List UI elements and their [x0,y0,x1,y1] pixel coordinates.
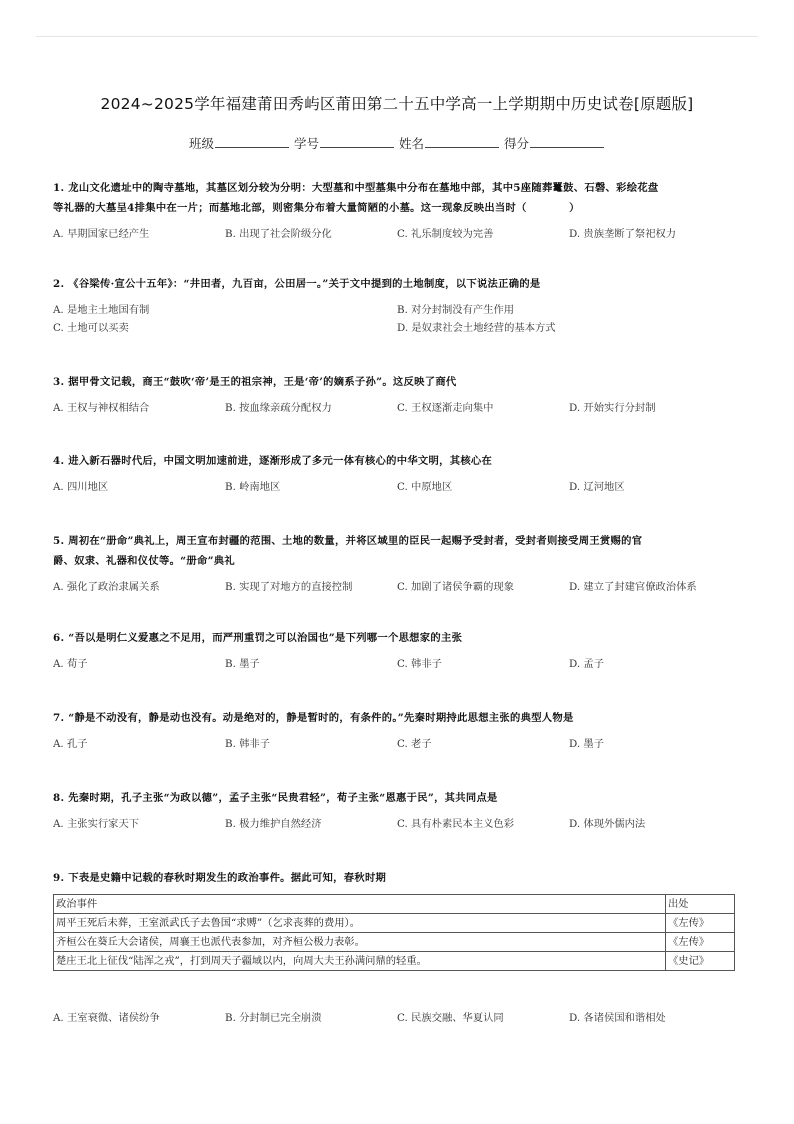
name-blank [425,135,499,148]
name-label: 姓名 [398,136,424,151]
score-blank [530,135,604,148]
question-6 [53,628,743,673]
option-c: C. 民族交融、华夏认同 [397,1012,504,1024]
events-table [53,894,735,971]
option-c: C. 中原地区 [397,481,453,493]
table-cell-event: 周平王死后未葬，王室派武氏子去鲁国“求赙”（乞求丧葬的费用）。 [54,914,666,933]
option-a: A. 四川地区 [53,481,109,493]
option-d: D. 是奴隶社会土地经营的基本方式 [397,322,556,334]
option-b: B. 极力维护自然经济 [225,818,322,830]
option-d: D. 各诸侯国和谐相处 [569,1012,666,1024]
question-stem: 6. “吾以是明仁义爱惠之不足用，而严刑重罚之可以治国也”是下列哪一个思想家的主张 [53,632,463,644]
table-cell-event: 齐桓公在葵丘大会诸侯，周襄王也派代表参加，对齐桓公极力表彰。 [54,933,666,952]
option-d: D. 辽河地区 [569,481,625,493]
option-c: C. 土地可以买卖 [53,322,129,334]
option-b: B. 对分封制没有产生作用 [397,304,515,316]
question-stem: 1. 龙山文化遗址中的陶寺墓地，其墓区划分较为分明：大型墓和中型墓集中分布在墓地中部，其中5座随葬鼍鼓、石磬、彩绘花盘 等礼器的大墓呈4排集中在一片；而墓地北部，则密集分布着大量简陋的小墓。这一现象反映出当时（ ） [53,182,659,214]
option-b: B. 分封制已完全崩溃 [225,1012,322,1024]
option-d: D. 建立了封建官僚政治体系 [569,581,697,593]
table-header-source: 出处 [666,895,735,914]
options [53,225,743,243]
option-b: B. 韩非子 [225,738,271,750]
option-a: A. 是地主土地国有制 [53,304,150,316]
option-d: D. 贵族垄断了祭祀权力 [569,228,677,240]
option-c: C. 老子 [397,738,432,750]
question-2 [53,274,743,337]
option-c: C. 礼乐制度较为完善 [397,228,494,240]
options [53,478,743,496]
table-cell-source: 《史记》 [666,952,735,971]
option-d: D. 墨子 [569,738,605,750]
options [53,1009,743,1027]
question-stem: 5. 周初在“册命”典礼上，周王宣布封疆的范围、土地的数量，并将区域里的臣民一起赐予受封者，受封者则接受周王赏赐的官 爵、奴隶、礼器和仪仗等。“册命”典礼 [53,535,643,567]
option-a: A. 早期国家已经产生 [53,228,150,240]
options [53,735,743,753]
question-3 [53,372,743,417]
question-stem: 2. 《谷梁传·宣公十五年》：“井田者，九百亩，公田居一。”关于文中提到的土地制度，以下说法正确的是 [53,278,541,290]
option-c: C. 加剧了诸侯争霸的现象 [397,581,515,593]
option-a: A. 荀子 [53,658,88,670]
student-number-label: 学号 [293,136,319,151]
question-1 [53,178,743,243]
class-blank [215,135,289,148]
option-a: A. 主张实行家天下 [53,818,140,830]
option-a: A. 强化了政治隶属关系 [53,581,160,593]
options [53,815,743,833]
question-7 [53,708,743,753]
question-stem: 7. “静是不动没有，静是动也没有。动是绝对的，静是暂时的，有条件的。”先秦时期持此思想主张的典型人物是 [53,712,574,724]
option-c: C. 具有朴素民本主义色彩 [397,818,515,830]
student-number-blank [320,135,394,148]
question-stem: 4. 进入新石器时代后，中国文明加速前进，逐渐形成了多元一体有核心的中华文明，其核心在 [53,455,493,467]
options [53,399,743,417]
option-a: A. 孔子 [53,738,88,750]
options [53,301,743,337]
table-cell-event: 楚庄王北上征伐“陆浑之戎”，打到周天子疆域以内，向周大夫王孙满问鼎的轻重。 [54,952,666,971]
option-a: A. 王室衰微、诸侯纷争 [53,1012,160,1024]
options [53,655,743,673]
table-row [54,933,735,952]
class-label: 班级 [188,136,214,151]
table-header-row [54,895,735,914]
question-5 [53,531,743,596]
options [53,578,743,596]
option-d: D. 开始实行分封制 [569,402,656,414]
question-9 [53,868,743,888]
student-info-row [0,134,794,152]
option-d: D. 体现外儒内法 [569,818,646,830]
question-9-options [53,1002,743,1027]
question-4 [53,451,743,496]
option-d: D. 孟子 [569,658,605,670]
option-b: B. 墨子 [225,658,260,670]
header-divider [36,36,758,37]
question-stem: 9. 下表是史籍中记载的春秋时期发生的政治事件。据此可知，春秋时期 [53,872,387,884]
option-b: B. 出现了社会阶级分化 [225,228,332,240]
question-8 [53,788,743,833]
option-b: B. 岭南地区 [225,481,281,493]
table-cell-source: 《左传》 [666,933,735,952]
table-header-event: 政治事件 [54,895,666,914]
question-stem: 3. 据甲骨文记载，商王“鼓吹‘帝’是王的祖宗神，王是‘帝’的嫡系子孙”。这反映了商代 [53,376,457,388]
option-a: A. 王权与神权相结合 [53,402,150,414]
option-c: C. 韩非子 [397,658,442,670]
table-row [54,952,735,971]
table-cell-source: 《左传》 [666,914,735,933]
option-b: B. 实现了对地方的直接控制 [225,581,353,593]
question-stem: 8. 先秦时期，孔子主张“为政以德”，孟子主张“民贵君轻”，荀子主张“恩惠于民”，其共同点是 [53,792,498,804]
option-b: B. 按血缘亲疏分配权力 [225,402,332,414]
table-row [54,914,735,933]
score-label: 得分 [503,136,529,151]
option-c: C. 王权逐渐走向集中 [397,402,494,414]
page-title: 2024~2025学年福建莆田秀屿区莆田第二十五中学高一上学期期中历史试卷[原题版] [100,95,694,113]
